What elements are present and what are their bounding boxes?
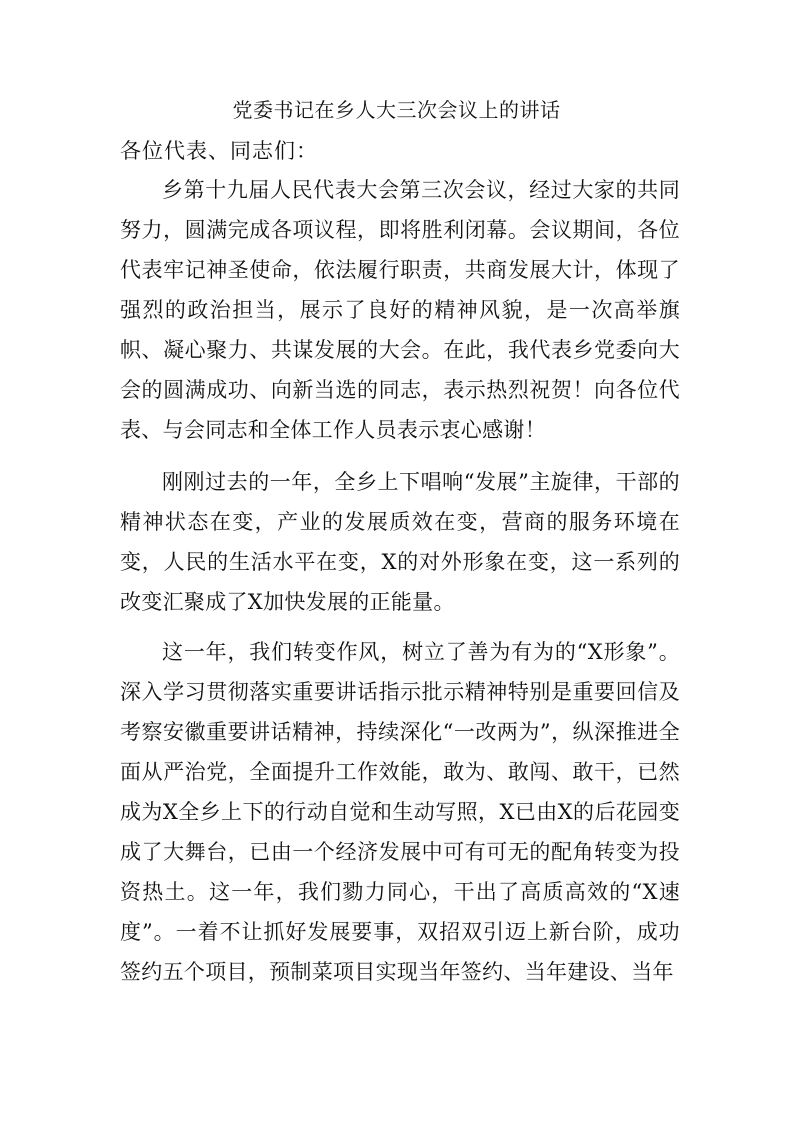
paragraph-1: 乡第十九届人民代表大会第三次会议，经过大家的共同努力，圆满完成各项议程，即将胜利闭幕。会议期间，各位代表牢记神圣使命，依法履行职责，共商发展大计，体现了强烈的政治担当，展示了良好的精神风貌，是一次高举旗帜、凝心聚力、共谋发展的大会。在此，我代表乡党委向大会的圆满成功、向新当选的同志，表示热烈祝贺！向各位代表、与会同志和全体工作人员表示衷心感谢！ [120,178,680,442]
paragraph-3: 这一年，我们转变作风，树立了善为有为的“X形象”。深入学习贯彻落实重要讲话指示批示精神特别是重要回信及考察安徽重要讲话精神，持续深化“一改两为”，纵深推进全面从严治党，全面提升工作效能，敢为、敢闯、敢干，已然成为X全乡上下的行动自觉和生动写照，X已由X的后花园变成了大舞台，已由一个经济发展中可有可无的配角转变为投资热土。这一年，我们勠力同心，干出了高质高效的“X速度”。一着不让抓好发展要事，双招双引迈上新台阶，成功签约五个项目，预制菜项目实现当年签约、当年建设、当年 [120,640,680,984]
paragraph-2: 刚刚过去的一年，全乡上下唱响“发展”主旋律，干部的精神状态在变，产业的发展质效在变，营商的服务环境在变，人民的生活水平在变，X的对外形象在变，这一系列的改变汇聚成了X加快发展的正能量。 [120,470,680,614]
document-title: 党委书记在乡人大三次会议上的讲话 [232,98,561,122]
salutation: 各位代表、同志们： [120,139,318,163]
